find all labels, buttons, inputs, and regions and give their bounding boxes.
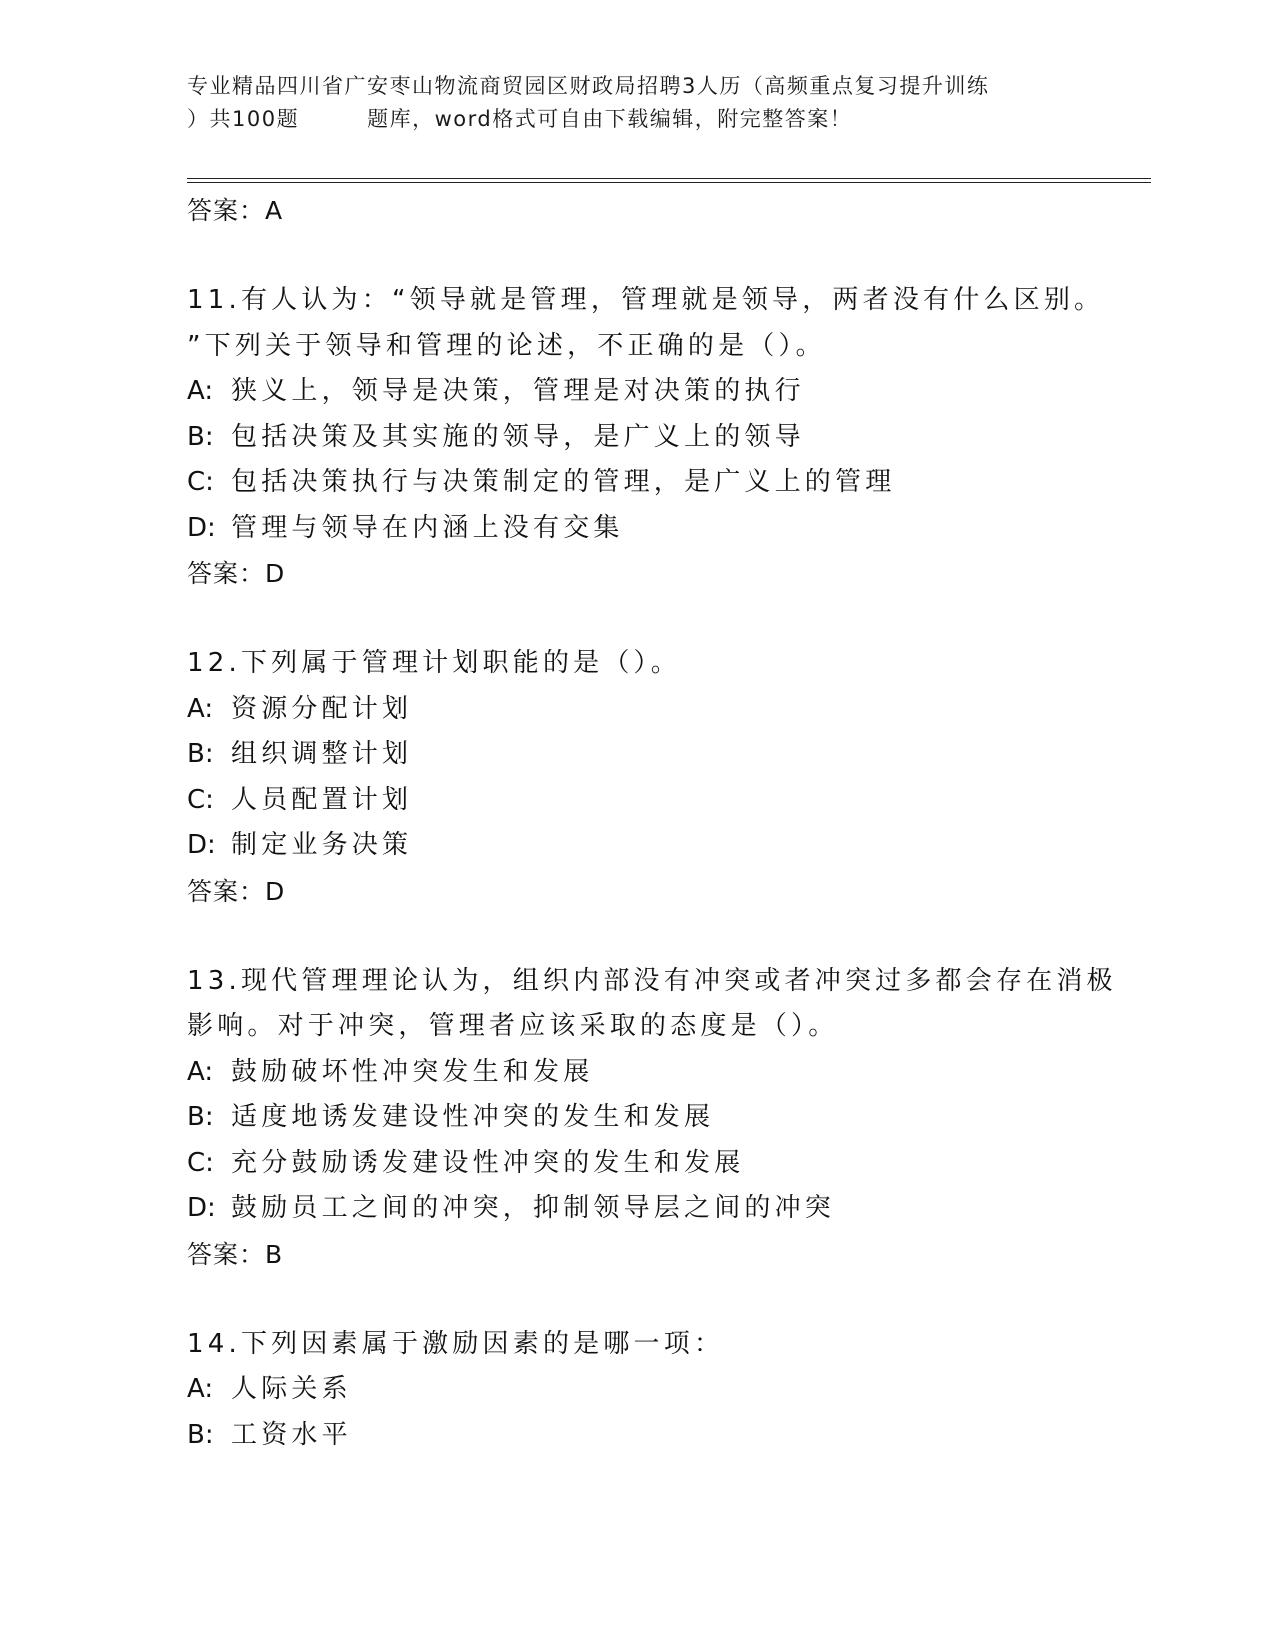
header-line-1: 专业精品四川省广安枣山物流商贸园区财政局招聘3人历（高频重点复习提升训练 <box>187 74 990 98</box>
option-key: B: <box>187 739 214 769</box>
option-b <box>187 415 1147 461</box>
question-14 <box>187 1322 1147 1459</box>
question-text: 14.下列因素属于激励因素的是哪一项： <box>187 1328 725 1359</box>
option-b <box>187 732 1147 778</box>
header-rule-bottom <box>187 182 1151 183</box>
option-text: 适度地诱发建设性冲突的发生和发展 <box>231 1102 715 1132</box>
option-text: 组织调整计划 <box>231 739 413 769</box>
option-c <box>187 778 1147 824</box>
option-key: D: <box>187 830 216 860</box>
option-key: B: <box>187 421 214 452</box>
option-key: A: <box>187 693 214 724</box>
option-key: C: <box>187 1147 214 1178</box>
question-12 <box>187 641 1147 915</box>
option-key: D: <box>187 1193 216 1223</box>
option-d <box>187 506 1147 552</box>
option-a <box>187 1050 1147 1096</box>
question-13 <box>187 959 1147 1278</box>
option-b <box>187 1095 1147 1141</box>
document-header <box>187 70 1087 136</box>
option-text: 狭义上，领导是决策，管理是对决策的执行 <box>231 376 805 406</box>
option-a <box>187 1367 1147 1413</box>
answer-line: 答案：D <box>187 559 286 588</box>
option-text: 充分鼓励诱发建设性冲突的发生和发展 <box>231 1147 745 1178</box>
option-b <box>187 1413 1147 1459</box>
option-key: A: <box>187 1056 214 1087</box>
answer-line: 答案：D <box>187 876 286 906</box>
option-text: 管理与领导在内涵上没有交集 <box>231 512 624 543</box>
question-text: 13.现代管理理论认为，组织内部没有冲突或者冲突过多都会存在消极 <box>187 965 1117 996</box>
question-text: 影响。对于冲突，管理者应该采取的态度是（）。 <box>187 1011 839 1041</box>
option-text: 工资水平 <box>231 1419 352 1450</box>
option-key: A: <box>187 1374 214 1404</box>
option-text: 包括决策及其实施的领导，是广义上的领导 <box>231 421 805 452</box>
option-text: 人际关系 <box>231 1374 352 1404</box>
document-body <box>187 188 1147 1458</box>
header-line-2 <box>187 103 1087 136</box>
option-key: A: <box>187 376 214 406</box>
answer-line: 答案：A <box>187 196 284 225</box>
header-line-2-right: 题库，word格式可自由下载编辑，附完整答案！ <box>367 107 853 131</box>
option-text: 鼓励员工之间的冲突，抑制领导层之间的冲突 <box>231 1193 836 1223</box>
option-d <box>187 823 1147 869</box>
option-text: 包括决策执行与决策制定的管理，是广义上的管理 <box>231 467 896 497</box>
option-text: 人员配置计划 <box>231 784 413 815</box>
answer-line: 答案：B <box>187 1239 284 1269</box>
question-11 <box>187 278 1147 597</box>
header-line-2-left: ）共100题 <box>187 107 300 131</box>
option-a <box>187 369 1147 415</box>
option-a <box>187 687 1147 733</box>
option-c <box>187 460 1147 506</box>
option-key: C: <box>187 467 214 497</box>
option-key: D: <box>187 512 216 543</box>
header-rule-top <box>187 178 1151 179</box>
option-text: 鼓励破坏性冲突发生和发展 <box>231 1056 594 1087</box>
option-key: B: <box>187 1102 214 1132</box>
option-text: 资源分配计划 <box>231 693 413 724</box>
option-text: 制定业务决策 <box>231 830 413 860</box>
option-c <box>187 1141 1147 1187</box>
option-d <box>187 1186 1147 1232</box>
question-text: 11.有人认为：“领导就是管理，管理就是领导，两者没有什么区别。 <box>187 285 1105 315</box>
option-key: C: <box>187 784 214 815</box>
question-text: 12.下列属于管理计划职能的是（）。 <box>187 648 681 678</box>
option-key: B: <box>187 1419 214 1450</box>
question-text: ”下列关于领导和管理的论述，不正确的是（）。 <box>187 330 826 361</box>
